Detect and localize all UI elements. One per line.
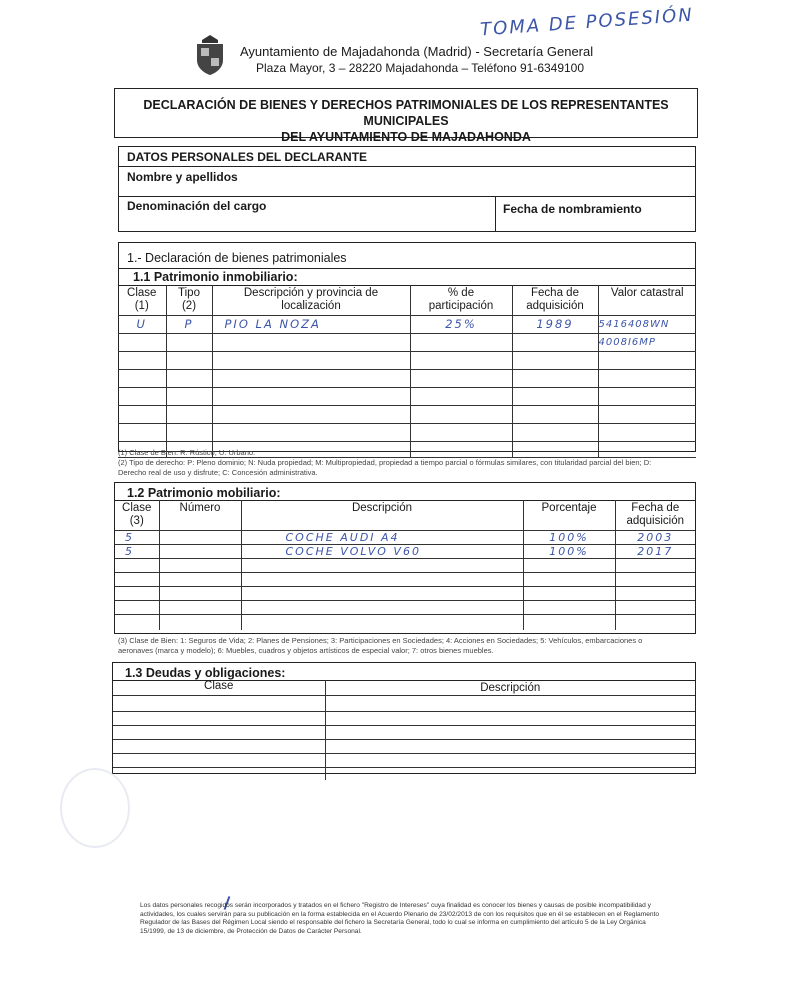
cell-descripcion[interactable]: COCHE VOLVO V60 <box>241 544 523 558</box>
section1-heading: 1.- Declaración de bienes patrimoniales <box>127 251 347 265</box>
table-row[interactable] <box>118 387 696 405</box>
col-porcentaje: Porcentaje <box>523 500 615 530</box>
cell-clase[interactable]: U <box>118 315 166 333</box>
cell-participacion[interactable]: 25% <box>410 315 512 333</box>
debts-table <box>113 680 695 780</box>
municipal-crest-icon <box>194 34 226 76</box>
cell-descripcion[interactable]: PIO LA NOZA <box>212 315 410 333</box>
movable-table <box>115 500 695 630</box>
table-row[interactable] <box>115 530 695 544</box>
col-participacion: % de participación <box>410 285 512 315</box>
cell-clase[interactable]: 5 <box>115 530 159 544</box>
col-tipo: Tipo (2) <box>166 285 212 315</box>
header-address: Plaza Mayor, 3 – 28220 Majadahonda – Teléfono 91-6349100 <box>256 61 585 75</box>
table-row[interactable] <box>118 369 696 387</box>
table-row[interactable] <box>113 712 695 726</box>
name-label: Nombre y apellidos <box>127 170 238 184</box>
col-fecha: Fecha de adquisición <box>615 500 695 530</box>
title-line-1: DECLARACIÓN DE BIENES Y DERECHOS PATRIMONIALES DE LOS REPRESENTANTES MUNICIPALES <box>143 98 669 128</box>
cell-porcentaje[interactable]: 100% <box>523 544 615 558</box>
table-row[interactable] <box>115 600 695 614</box>
personal-data-box <box>118 146 696 232</box>
footnote-3: (3) Clase de Bien: 1: Seguros de Vida; 2: Planes de Pensiones; 3: Participaciones en Sociedades; 4: Acciones en Sociedades; 5: Vehículos, embarcaciones o aeronaves (marca y modelo); 6: Muebles, cuadros y objetos artísticos de especial valor; 7: otros bienes muebles. <box>118 636 643 655</box>
col-clase: Clase (3) <box>115 500 159 530</box>
table-row[interactable] <box>113 740 695 754</box>
movable-header <box>115 500 695 530</box>
table-row[interactable] <box>118 333 696 351</box>
col-clase: Clase (1) <box>118 285 166 315</box>
handwritten-note: TOMA DE POSESIÓN <box>479 4 695 41</box>
table-row[interactable] <box>118 405 696 423</box>
cell-fecha[interactable]: 2017 <box>615 544 695 558</box>
faded-stamp <box>60 768 130 848</box>
table-row[interactable] <box>118 315 696 333</box>
document-title <box>114 88 698 144</box>
table-row[interactable] <box>115 558 695 572</box>
table-row[interactable] <box>113 696 695 712</box>
table-row[interactable] <box>113 768 695 780</box>
section12-heading: 1.2 Patrimonio mobiliario: <box>127 486 281 500</box>
personal-heading: DATOS PERSONALES DEL DECLARANTE <box>119 147 695 167</box>
real-estate-table <box>118 285 696 458</box>
cell-valor[interactable]: 5416408WN <box>598 315 696 333</box>
table-row[interactable] <box>115 544 695 558</box>
position-label: Denominación del cargo <box>127 199 267 213</box>
cell-tipo[interactable]: P <box>166 315 212 333</box>
legal-notice: Los datos personales recogidos serán incorporados y tratados en el fichero "Registro de Intereses" cuya finalidad es conocer los bienes y causas de posible incompatibilidad y actividades, los cuales servirán para su publicación en la forma establecida en el Acuerdo Plenario de 23/02/2013 de con los requisitos que en él se establecen en el Reglamento Regulador de las Bases del Régimen Local siendo el responsable del fichero la Secretaría General, todo lo cual se informa en cumplimiento del artículo 5 de la Ley Orgánica 15/1999, de 13 de diciembre, de Protección de Datos de Carácter Personal. <box>140 902 660 935</box>
header-institution: Ayuntamiento de Majadahonda (Madrid) - Secretaría General <box>240 44 594 59</box>
cell-fecha[interactable]: 2003 <box>615 530 695 544</box>
col-descripcion: Descripción y provincia de localización <box>212 285 410 315</box>
section11-heading: 1.1 Patrimonio inmobiliario: <box>133 270 298 284</box>
table-row[interactable] <box>113 754 695 768</box>
cell-valor-cont[interactable]: 4008I6MP <box>598 333 696 351</box>
table-row[interactable] <box>118 423 696 441</box>
col-valor: Valor catastral <box>598 285 696 315</box>
table-row[interactable] <box>113 726 695 740</box>
table-row[interactable] <box>115 614 695 630</box>
real-estate-header <box>118 285 696 315</box>
cell-clase[interactable]: 5 <box>115 544 159 558</box>
footnote-2: (2) Tipo de derecho: P: Pleno dominio; N: Nuda propiedad; M: Multipropiedad, propiedad a tiempo parcial o fórmulas similares, con titularidad parcial del bien; D: Derecho real de uso y disfrute; C: Concesión administrativa. <box>118 458 652 477</box>
appointment-label: Fecha de nombramiento <box>503 202 642 216</box>
cell-fecha[interactable]: 1989 <box>512 315 598 333</box>
table-row[interactable] <box>115 572 695 586</box>
col-numero: Número <box>159 500 241 530</box>
cell-porcentaje[interactable]: 100% <box>523 530 615 544</box>
name-field[interactable] <box>119 167 695 197</box>
debts-header <box>113 680 695 696</box>
personal-divider <box>495 197 496 231</box>
col-descripcion: Descripción <box>241 500 523 530</box>
table-row[interactable] <box>118 351 696 369</box>
section13-heading: 1.3 Deudas y obligaciones: <box>125 666 286 680</box>
title-line-2: DEL AYUNTAMIENTO DE MAJADAHONDA <box>281 130 531 144</box>
col-fecha: Fecha de adquisición <box>512 285 598 315</box>
col-descripcion: Descripción <box>325 680 695 696</box>
table-row[interactable] <box>115 586 695 600</box>
col-clase: Clase <box>113 680 325 696</box>
cell-descripcion[interactable]: COCHE AUDI A4 <box>241 530 523 544</box>
footnote-1: (1) Clase de Bien: R: Rústico; U: Urbano. <box>118 448 256 457</box>
